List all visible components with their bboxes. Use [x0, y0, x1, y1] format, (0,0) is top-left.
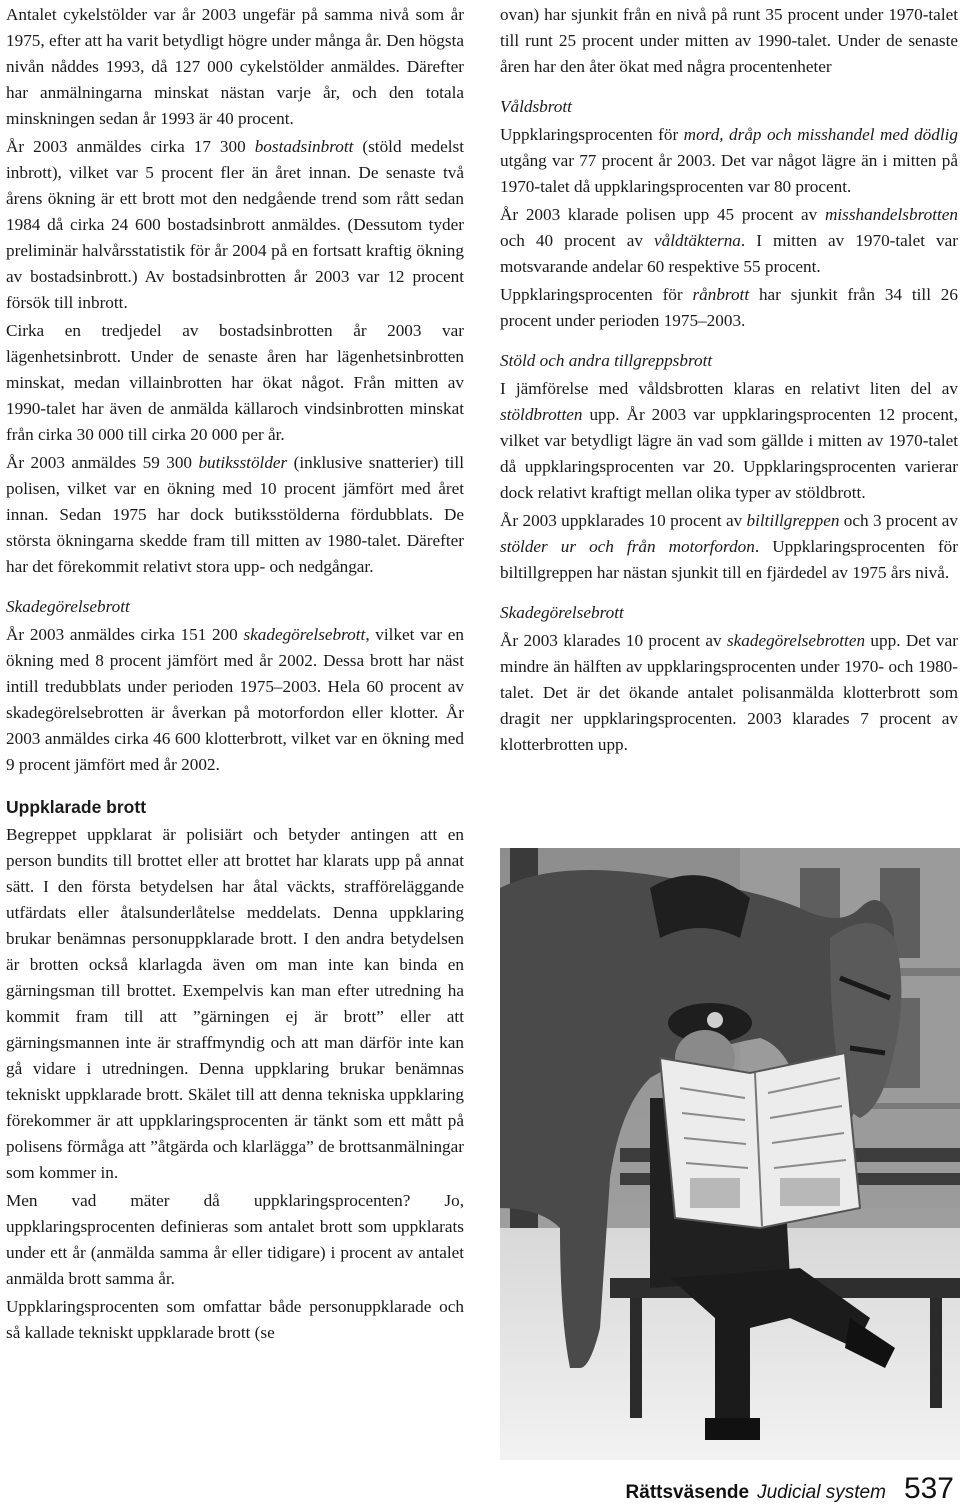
paragraph-mord: Uppklaringsprocenten för mord, dråp och misshandel med dödlig utgång var 77 procent år 2003. Det var något lägre än i mitten på 1970-talet då uppklaringsprocenten var 80 procent. — [500, 125, 958, 196]
photo-illustration — [500, 848, 960, 1460]
heading-valdsbrott: Våldsbrott — [500, 97, 572, 116]
paragraph-omfattar: Uppklaringsprocenten som omfattar både personuppklarade och så kallade tekniskt uppklarade brott (se — [6, 1297, 464, 1342]
paragraph-stoldbrott: I jämförelse med våldsbrotten klaras en relativt liten del av stöldbrotten upp. År 2003 var uppklaringsprocenten 12 procent, vilket var betydligt lägre än vad som gällde i mitten av 1970-talet då uppklaringsprocenten var 20. Uppklaringsprocenten varierar dock relativt kraftigt mellan olika typer av stöldbrott. — [500, 379, 958, 502]
heading-skadegorelsebrott: Skadegörelsebrott — [6, 597, 130, 616]
paragraph-skadegorelse: År 2003 anmäldes cirka 151 200 skadegörelsebrott, vilket var en ökning med 8 procent jämfört med år 2002. Dessa brott har näst intill tredubblats under perioden 1975–2003. Hela 60 procent av skadegörelsebrotten är åverkan på motorfordon eller klotter. År 2003 anmäldes cirka 46 600 klotterbrott, vilket var en ökning med 9 procent jämfört med år 2002. — [6, 625, 464, 774]
footer-section-subtitle: Judicial system — [757, 1482, 886, 1503]
paragraph-lagenhetsinbrott: Cirka en tredjedel av bostadsinbrotten år 2003 var lägenhetsinbrott. Under de senaste åren har lägenhetsinbrotten minskat, medan villainbrotten har ökat något. Från mitten av 1990-talet har även de anmälda källaroch vindsinbrotten minskat från cirka 30 000 till cirka 20 000 per år. — [6, 321, 464, 444]
paragraph-skadegorelse-uppklaring: År 2003 klarades 10 procent av skadegörelsebrotten upp. Det var mindre än hälften av uppklaringsprocenten under 1970- och 1980-talet. Det är det ökande antalet polisanmälda klotterbrott som dragit ner uppklaringsprocenten. 2003 klarades 7 procent av klotterbrotten upp. — [500, 631, 958, 754]
police-horse-photo — [500, 848, 960, 1460]
right-column — [500, 2, 958, 760]
paragraph-vad-mater: Men vad mäter då uppklaringsprocenten? Jo, uppklaringsprocenten definieras som antalet brott som uppklarats under ett år (anmälda samma år eller tidigare) i procent av antalet anmälda brott samma år. — [6, 1191, 464, 1288]
paragraph-cykelstolder: Antalet cykelstölder var år 2003 ungefär på samma nivå som år 1975, efter att ha varit betydligt högre under många år. Den högsta nivån nåddes 1993, då 127 000 cykelstölder anmäldes. Därefter har anmälningarna minskat nästan varje år, och den totala minskningen sedan år 1993 är 40 procent. — [6, 5, 464, 128]
footer-section-title: Rättsväsende — [625, 1482, 750, 1503]
paragraph-ovan: ovan) har sjunkit från en nivå på runt 35 procent under 1970-talet till runt 25 procent under mitten av 1990-talet. Under de senaste åren har den åter ökat med några procentenheter — [500, 5, 958, 76]
heading-stold: Stöld och andra tillgreppsbrott — [500, 351, 713, 370]
paragraph-butiksstolder: År 2003 anmäldes 59 300 butiksstölder (inklusive snatterier) till polisen, vilket var en ökning med 10 procent jämfört med året innan. Sedan 1975 har dock butiksstölderna fördubblats. De största ökningarna skedde fram till mitten av 1980-talet. Därefter har det förekommit relativt stora upp- och nedgångar. — [6, 453, 464, 576]
paragraph-ranbrott: Uppklaringsprocenten för rånbrott har sjunkit från 34 till 26 procent under perioden 1975–2003. — [500, 285, 958, 330]
paragraph-misshandel: År 2003 klarade polisen upp 45 procent av misshandelsbrotten och 40 procent av våldtäkterna. I mitten av 1970-talet var motsvarande andelar 60 respektive 55 procent. — [500, 205, 958, 276]
page-footer — [626, 1470, 954, 1504]
paragraph-biltillgrepp: År 2003 uppklarades 10 procent av biltillgreppen och 3 procent av stölder ur och från motorfordon. Uppklaringsprocenten för biltillgreppen har nästan sjunkit till en fjärdedel av 1975 års nivå. — [500, 511, 958, 582]
left-column — [6, 2, 464, 1348]
page-number: 537 — [903, 1472, 954, 1505]
paragraph-begreppet: Begreppet uppklarat är polisiärt och betyder antingen att en person bundits till brottet eller att brottet har klarats upp på annat sätt. I den första betydelsen har åtal väckts, strafföreläggande utfärdats eller åtalsunderlåtelse meddelats. Denna uppklaring brukar benämnas personuppklarade brott. I den andra betydelsen är brotten också klarlagda även om man inte kan binda en gärningsman till brottet. Exempelvis kan man efter utredning ha kommit fram till att ”gärningen ej är brott” eller att gärningsmannen inte är straffmyndig och att man därför inte kan gå vidare i utredningen. Denna uppklaring brukar benämnas tekniskt uppklarade brott. Skälet till att denna tekniska uppklaring förekommer är att uppklaringsprocenten är tänkt som ett mått på polisens förmåga att ”åtgärda och klarlägga” de brottsanmälningar som kommer in. — [6, 825, 464, 1182]
paragraph-bostadsinbrott: År 2003 anmäldes cirka 17 300 bostadsinbrott (stöld medelst inbrott), vilket var 5 procent fler än året innan. De senaste två årens ökning är ett brott mot den nedgående trend som rått sedan 1984 då cirka 24 600 bostadsinbrott anmäldes. (Dessutom tyder preliminär halvårsstatistik för år 2004 på en fortsatt kraftig ökning av bostadsinbrott.) Av bostadsinbrotten år 2003 var 12 procent försök till inbrott. — [6, 137, 464, 312]
heading-uppklarade-brott: Uppklarade brott — [6, 797, 147, 817]
heading-skadegorelsebrott-right: Skadegörelsebrott — [500, 603, 624, 622]
